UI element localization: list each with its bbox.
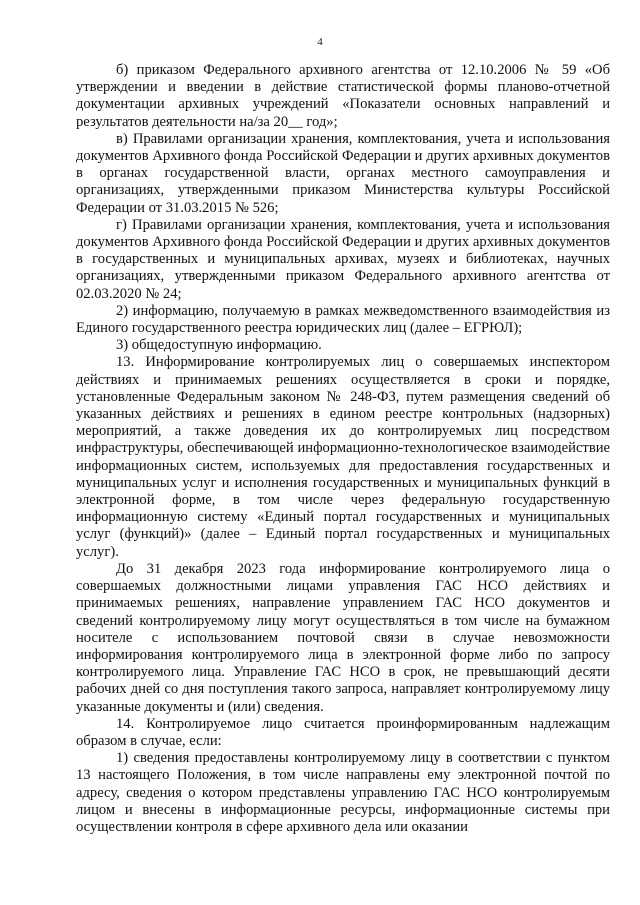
paragraph-rules-g: г) Правилами организации хранения, комплектования, учета и использования документов Архивного фонда Российской Федерации и других архивных документов в государственных и муниципальных архивах, музеях и библиотеках, научных организациях, утвержденными приказом Федерального архивного агентства от 02.03.2020 № 24; xyxy=(76,216,610,302)
document-body xyxy=(76,62,610,836)
paragraph-public-info: 3) общедоступную информацию. xyxy=(116,337,322,354)
paragraph-order-b: б) приказом Федерального архивного агентства от 12.10.2006 № 59 «Об утверждении и введении в действие статистической формы планово-отчетной документации архивных учреждений «Показатели основных направлений и результатов деятельности на/за 20__ год»; xyxy=(76,62,610,130)
paragraph-egrul: 2) информацию, получаемую в рамках межведомственного взаимодействия из Единого государственного реестра юридических лиц (далее – ЕГРЮЛ); xyxy=(76,302,610,337)
paragraph-rules-v: в) Правилами организации хранения, комплектования, учета и использования документов Архивного фонда Российской Федерации и других архивных документов в органах государственной власти, органах местного самоуправления и организациях, утвержденными приказом Министерства культуры Российской Федерации от 31.03.2015 № 526; xyxy=(76,130,610,216)
paragraph-14-1: 1) сведения предоставлены контролируемому лицу в соответствии с пунктом 13 настоящего Положения, в том числе направлены ему электронной почтой по адресу, сведения о котором представлены управлению ГАС НСО контролируемым лицом и внесены в информационные ресурсы, информационные системы при осуществлении контроля в сфере архивного дела или оказании xyxy=(76,750,610,835)
paragraph-14: 14. Контролируемое лицо считается проинформированным надлежащим образом в случае, если: xyxy=(76,715,610,749)
page-number: 4 xyxy=(317,36,323,48)
paragraph-until-2023: До 31 декабря 2023 года информирование контролируемого лица о совершаемых должностными лицами управления ГАС НСО действиях и принимаемых решениях, направление управлением ГАС НСО документов и сведений контролируемому лицу могут осуществляться в том числе на бумажном носителе с использованием почтовой связи в случае невозможности информирования контролируемого лица в электронной форме либо по запросу контролируемого лица. Управление ГАС НСО в срок, не превышающий десяти рабочих дней со дня поступления такого запроса, направляет контролируемому лицу указанные документы и (или) сведения. xyxy=(76,560,610,715)
paragraph-13: 13. Информирование контролируемых лиц о совершаемых инспектором действиях и принимаемых решениях осуществляется в сроки и порядке, установленные Федеральным законом № 248-ФЗ, путем размещения сведений об указанных действиях и решениях в едином реестре контрольных (надзорных) мероприятий, а также доведения их до контролируемых лиц посредством инфраструктуры, обеспечивающей информационно-технологическое взаимодействие информационных систем, используемых для предоставления государственных и муниципальных услуг и исполнения государственных и муниципальных функций в электронной форме, в том числе через федеральную государственную информационную систему «Единый портал государственных и муниципальных услуг (функций)» (далее – Единый портал государственных и муниципальных услуг). xyxy=(76,354,610,560)
